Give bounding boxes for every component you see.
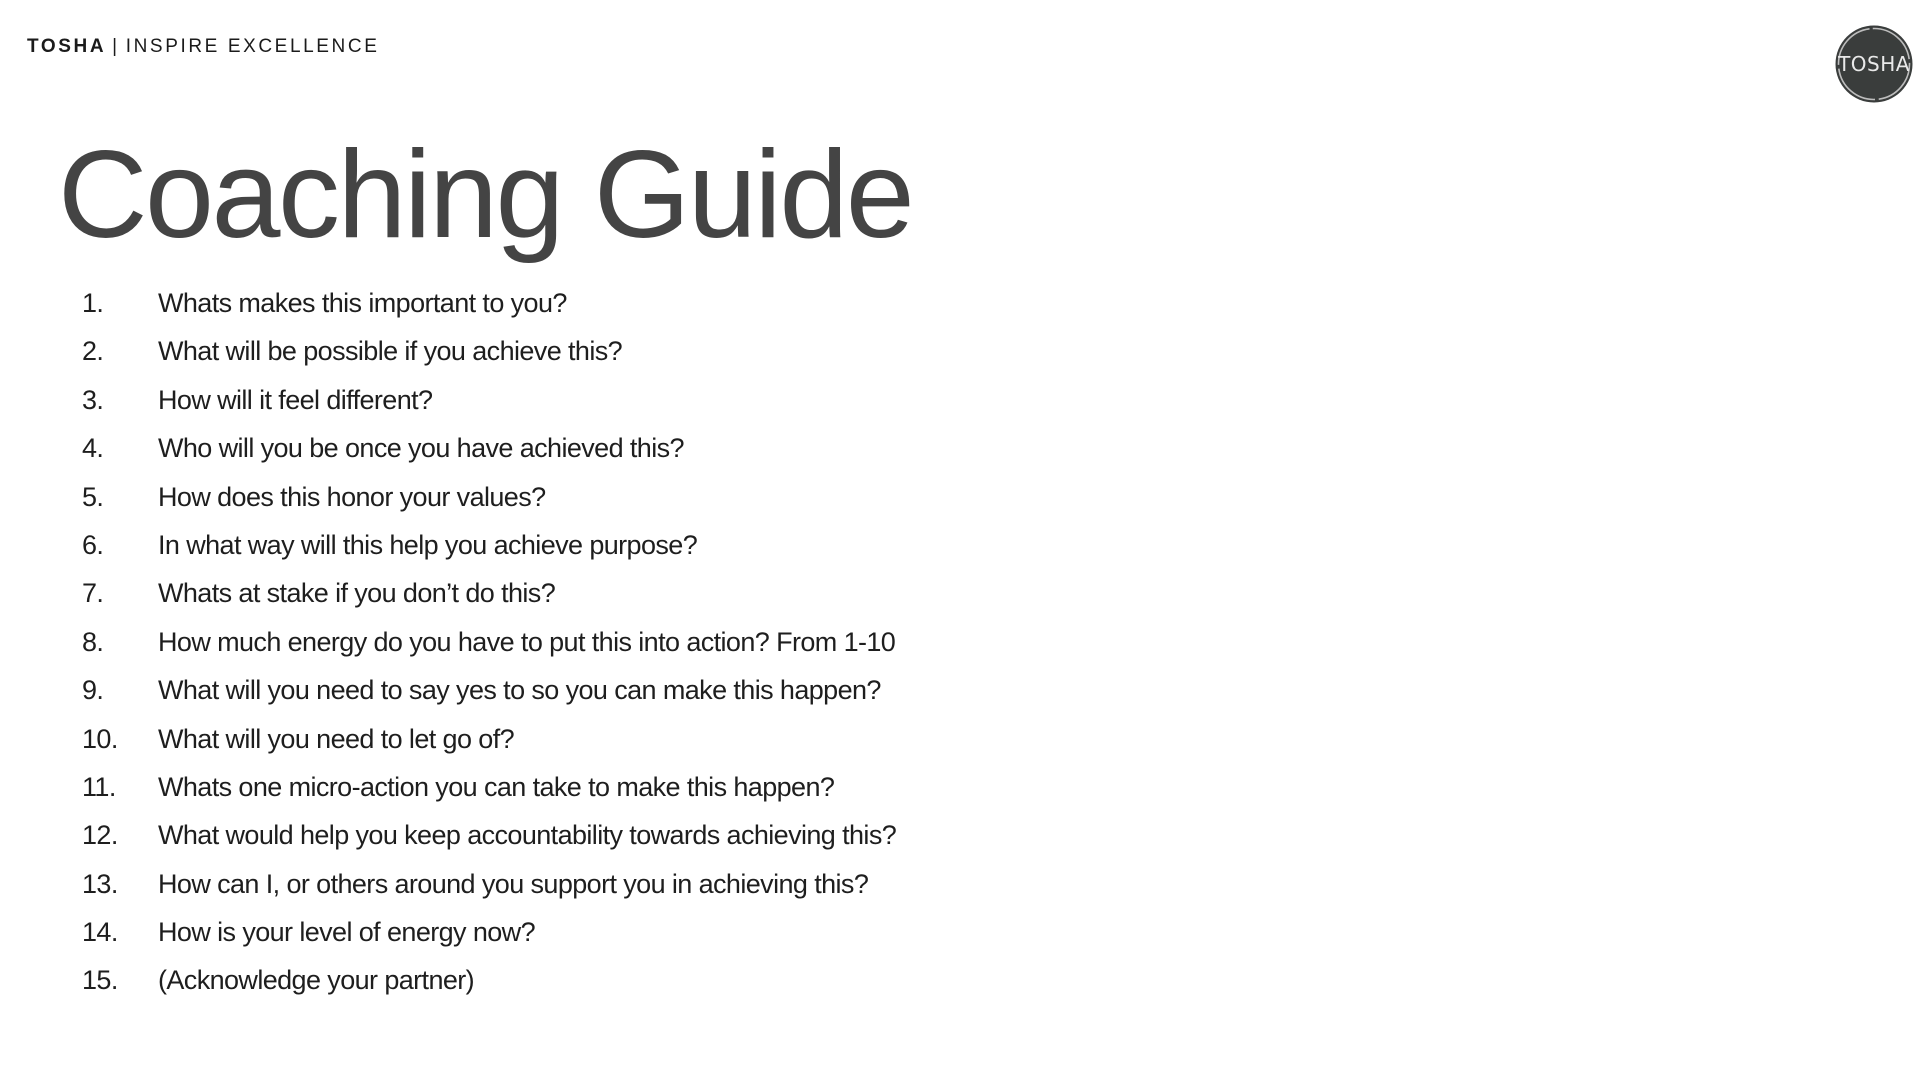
question-list bbox=[82, 288, 896, 1014]
list-item bbox=[82, 433, 896, 481]
list-item bbox=[82, 627, 896, 675]
list-item bbox=[82, 578, 896, 626]
list-item bbox=[82, 482, 896, 530]
question-number: 8. bbox=[82, 626, 104, 657]
list-item bbox=[82, 675, 896, 723]
question-text: How will it feel different? bbox=[158, 384, 433, 415]
brand-header bbox=[27, 36, 379, 58]
question-text: Whats at stake if you don’t do this? bbox=[158, 578, 556, 609]
list-item bbox=[82, 869, 896, 917]
question-number: 15. bbox=[82, 965, 118, 996]
list-item bbox=[82, 385, 896, 433]
list-item bbox=[82, 772, 896, 820]
question-text: What will be possible if you achieve this? bbox=[158, 336, 623, 367]
question-text: What will you need to let go of? bbox=[158, 723, 515, 754]
list-item bbox=[82, 724, 896, 772]
page-title: Coaching Guide bbox=[58, 126, 913, 264]
list-item bbox=[82, 965, 896, 1013]
list-item bbox=[82, 336, 896, 384]
brand-tagline: INSPIRE EXCELLENCE bbox=[125, 36, 380, 57]
list-item bbox=[82, 530, 896, 578]
list-item bbox=[82, 820, 896, 868]
question-text: What will you need to say yes to so you can make this happen? bbox=[158, 675, 881, 706]
question-number: 2. bbox=[82, 336, 104, 367]
logo-badge-icon bbox=[1834, 24, 1914, 104]
question-text: How can I, or others around you support you in achieving this? bbox=[158, 868, 869, 899]
question-number: 10. bbox=[82, 723, 118, 754]
question-number: 14. bbox=[82, 917, 118, 948]
brand-name: TOSHA bbox=[27, 36, 107, 57]
tosha-logo bbox=[1834, 24, 1914, 104]
question-number: 12. bbox=[82, 820, 118, 851]
list-item bbox=[82, 288, 896, 336]
question-text: In what way will this help you achieve purpose? bbox=[158, 529, 698, 560]
question-text: What would help you keep accountability towards achieving this? bbox=[158, 820, 897, 851]
question-number: 4. bbox=[82, 433, 104, 464]
question-number: 3. bbox=[82, 384, 104, 415]
question-number: 7. bbox=[82, 578, 104, 609]
question-number: 13. bbox=[82, 868, 118, 899]
question-number: 1. bbox=[82, 288, 104, 318]
question-text: How much energy do you have to put this into action? From 1-10 bbox=[158, 626, 896, 657]
logo-text: TOSHA bbox=[1838, 52, 1910, 76]
question-text: How is your level of energy now? bbox=[158, 917, 535, 948]
question-text: Whats one micro-action you can take to make this happen? bbox=[158, 771, 835, 802]
question-number: 11. bbox=[82, 771, 116, 802]
list-item bbox=[82, 917, 896, 965]
question-number: 9. bbox=[82, 675, 104, 706]
question-number: 5. bbox=[82, 481, 104, 512]
question-text: (Acknowledge your partner) bbox=[158, 965, 475, 996]
question-text: Who will you be once you have achieved this? bbox=[158, 433, 684, 464]
question-number: 6. bbox=[82, 529, 104, 560]
question-text: Whats makes this important to you? bbox=[158, 288, 567, 318]
question-text: How does this honor your values? bbox=[158, 481, 546, 512]
brand-separator: | bbox=[112, 36, 120, 57]
